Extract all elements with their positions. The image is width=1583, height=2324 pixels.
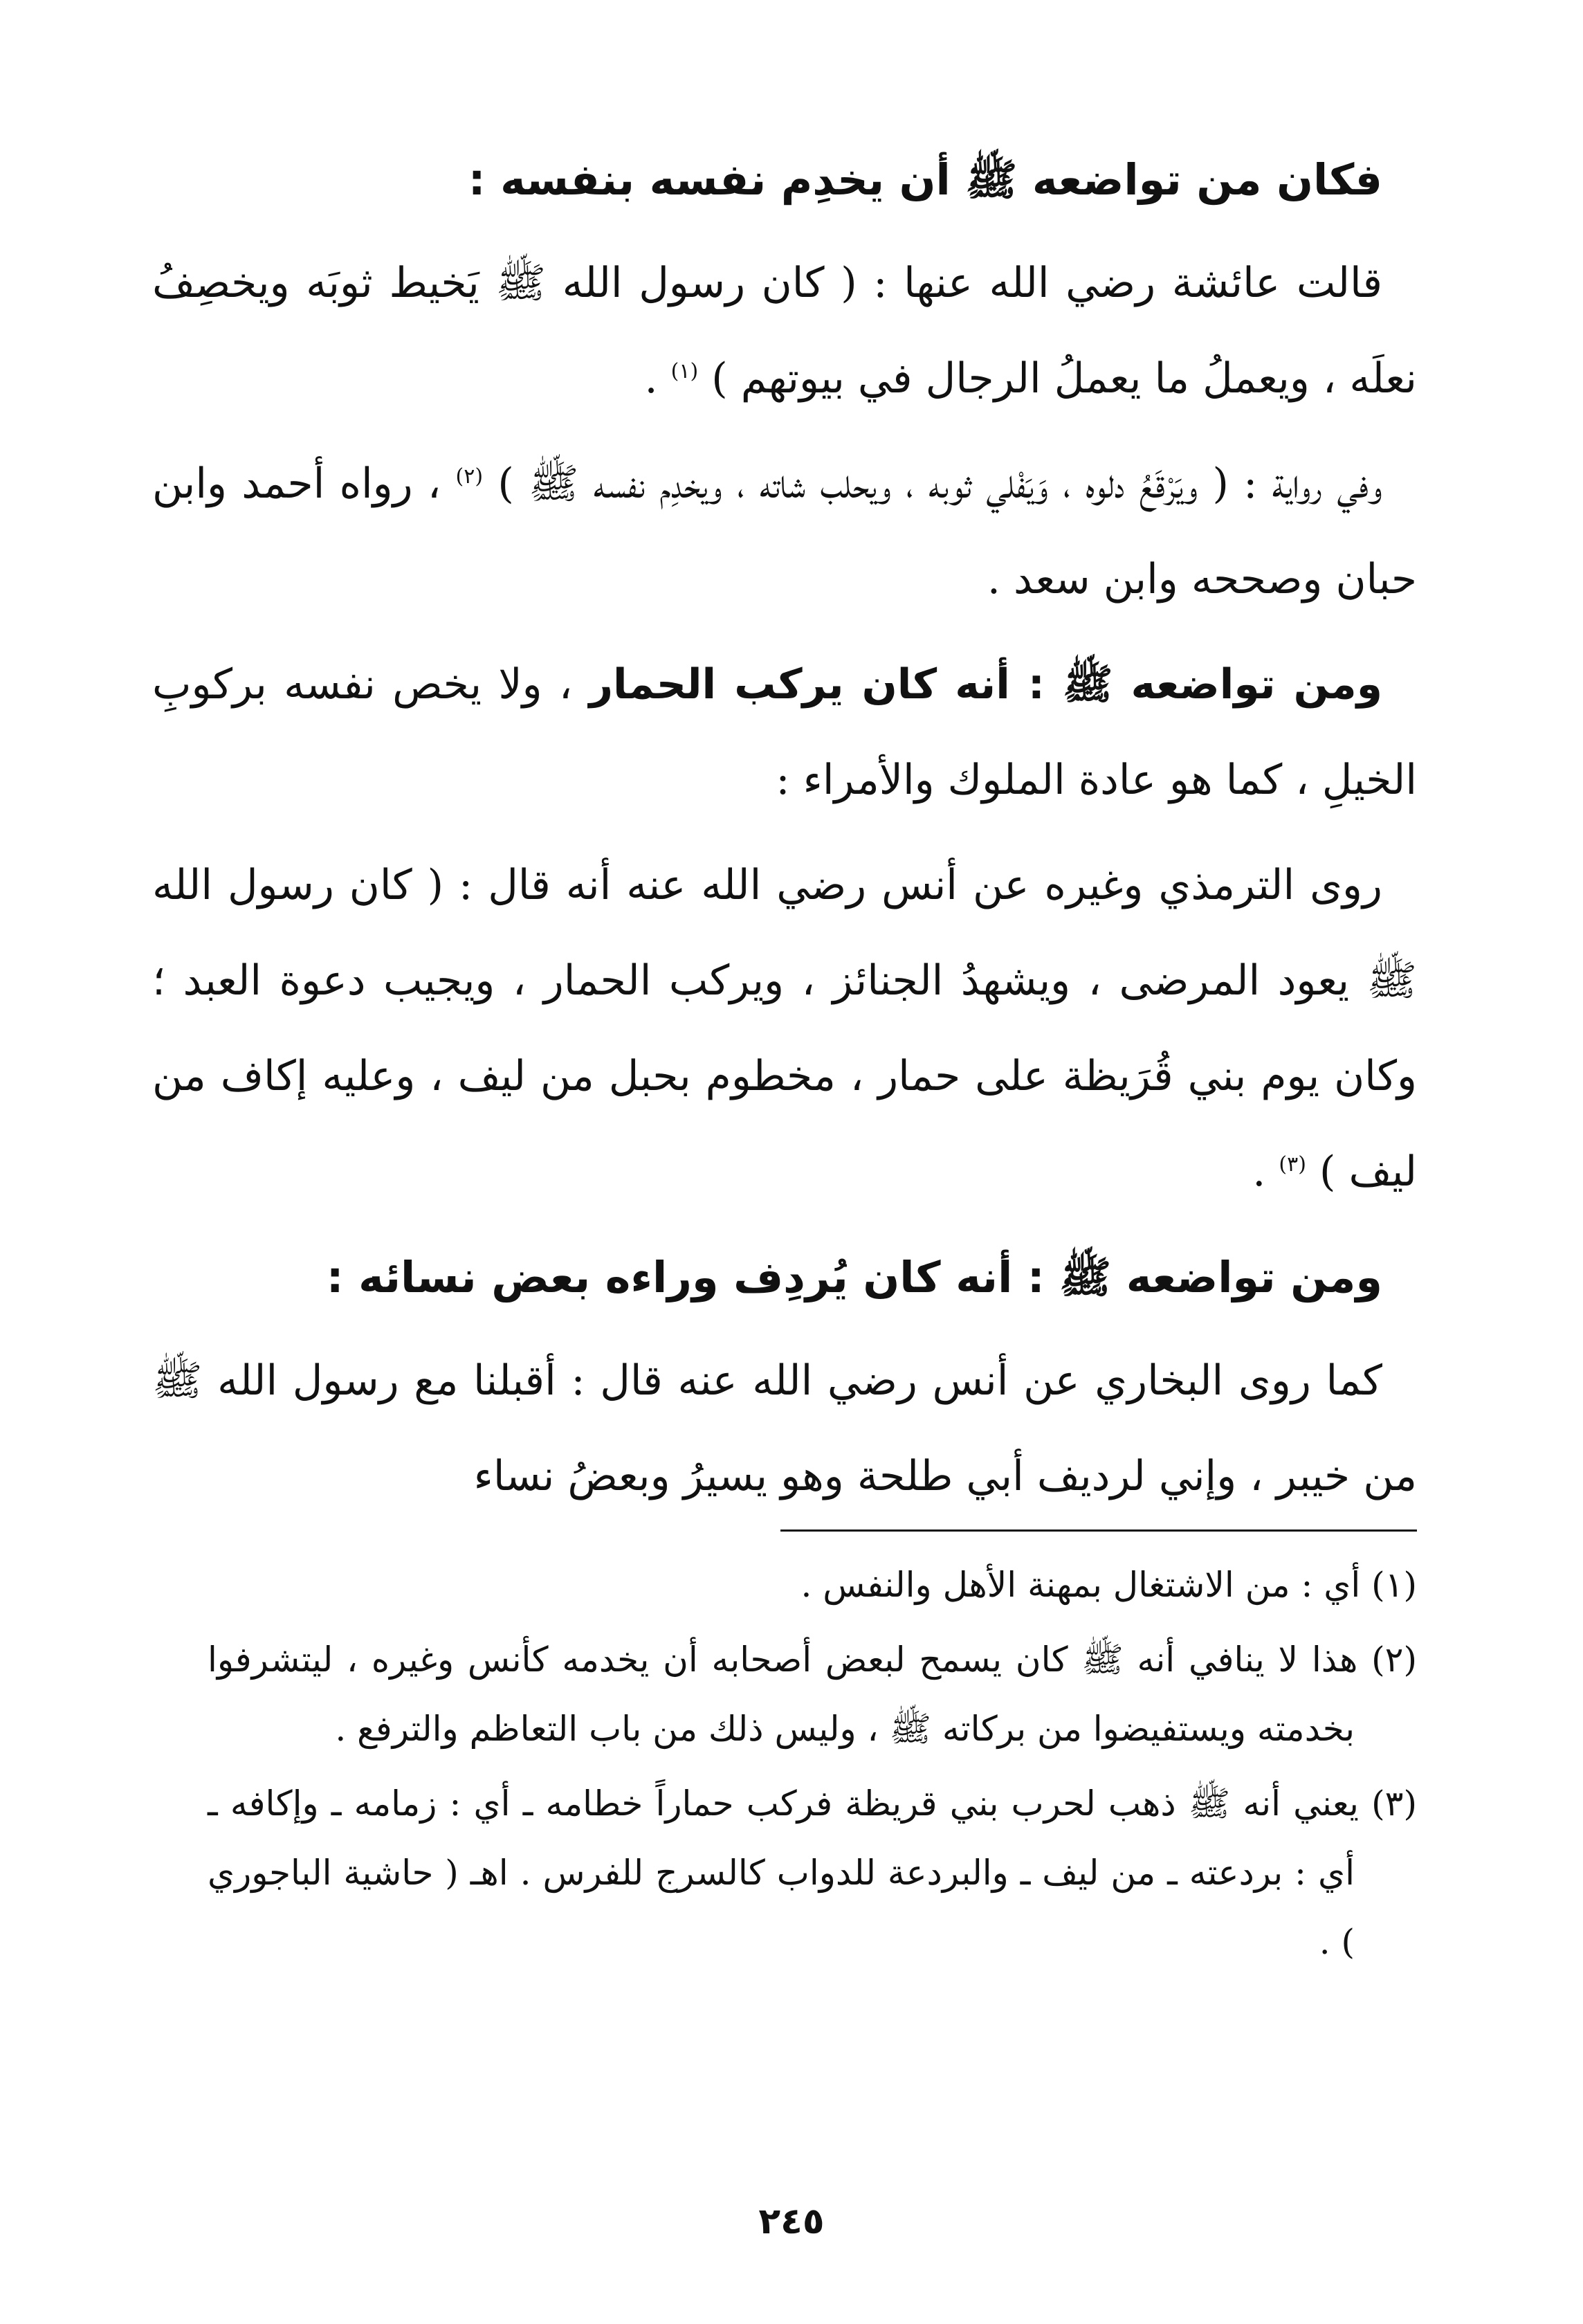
footnote-reference: (٢) — [455, 464, 484, 489]
paragraph-text: قالت عائشة رضي الله عنها : ( كان رسول الله ﷺ يَخيط ثوبَه ويخصِفُ نعلَه ، ويعملُ ما يعملُ الرجال في بيوتهم ) — [152, 259, 1417, 403]
paragraph-tail: . — [644, 354, 671, 403]
bold-lead-text: ومن تواضعه ﷺ : أنه كان يركب الحمار — [589, 660, 1383, 709]
section-heading: فكان من تواضعه ﷺ أن يخدِم نفسه بنفسه : — [468, 154, 1382, 205]
paragraph-tirmidhi-narration — [152, 837, 1417, 1219]
footnote-3: (٣) يعني أنه ﷺ ذهب لحرب بني قريظة فركب حماراً خطامه ـ أي : زمامه ـ وإكافه ـ أي : بردعته ـ من ليف ـ والبردعة للدواب كالسرج للفرس . اهـ ( حاشية الباجوري ) . — [208, 1783, 1417, 1962]
paragraph-text: روى الترمذي وغيره عن أنس رضي الله عنه أنه قال : ( كان رسول الله ﷺ يعود المرضى ، ويشهدُ الجنائز ، ويركب الحمار ، ويجيب دعوة العبد ؛ وكان يوم بني قُرَيظة على حمار ، مخطوم بحبل من ليف ، وعليه إكاف من ليف ) — [152, 861, 1417, 1196]
main-text — [152, 131, 1417, 1534]
paragraph-riding-donkey — [152, 637, 1417, 828]
paragraph-other-narration — [152, 436, 1417, 627]
footnote-reference: (١) — [670, 359, 699, 383]
paragraph-tail: . — [1252, 1147, 1279, 1196]
footnote-divider — [780, 1529, 1417, 1532]
paragraph-text: ، ولا يخص نفسه بركوبِ الخيلِ ، كما هو عادة الملوك والأمراء : — [152, 660, 1417, 804]
page-number: ٢٤٥ — [758, 2201, 825, 2242]
footnote-1: (١) أي : من الاشتغال بمهنة الأهل والنفس . — [800, 1565, 1417, 1605]
section-heading: ومن تواضعه ﷺ : أنه كان يُردِف وراءه بعض نسائه : — [326, 1252, 1382, 1302]
footnote-reference: (٣) — [1279, 1152, 1306, 1177]
paragraph-text: وفي رواية : ( ويَرْقَعُ دلوه ، وَيَفْلي ثوبه ، ويحلب شاته ، ويخدِم نفسه ﷺ ) — [497, 460, 1383, 508]
paragraph-bukhari-narration: كما روى البخاري عن أنس رضي الله عنه قال : أقبلنا مع رسول الله ﷺ من خيبر ، وإني لرديف أبي طلحة وهو يسيرُ وبعضُ نساء — [152, 1356, 1417, 1500]
paragraph-aisha-narration — [152, 235, 1417, 426]
paragraph-tail: ، رواه أحمد وابن حبان وصححه وابن سعد . — [152, 460, 1417, 603]
footnote-2: (٢) هذا لا ينافي أنه ﷺ كان يسمح لبعض أصحابه أن يخدمه كأنس وغيره ، ليتشرفوا بخدمته ويستفيضوا من بركاته ﷺ ، وليس ذلك من باب التعاظم والترفع . — [208, 1640, 1418, 1749]
footnotes — [208, 1550, 1417, 1982]
